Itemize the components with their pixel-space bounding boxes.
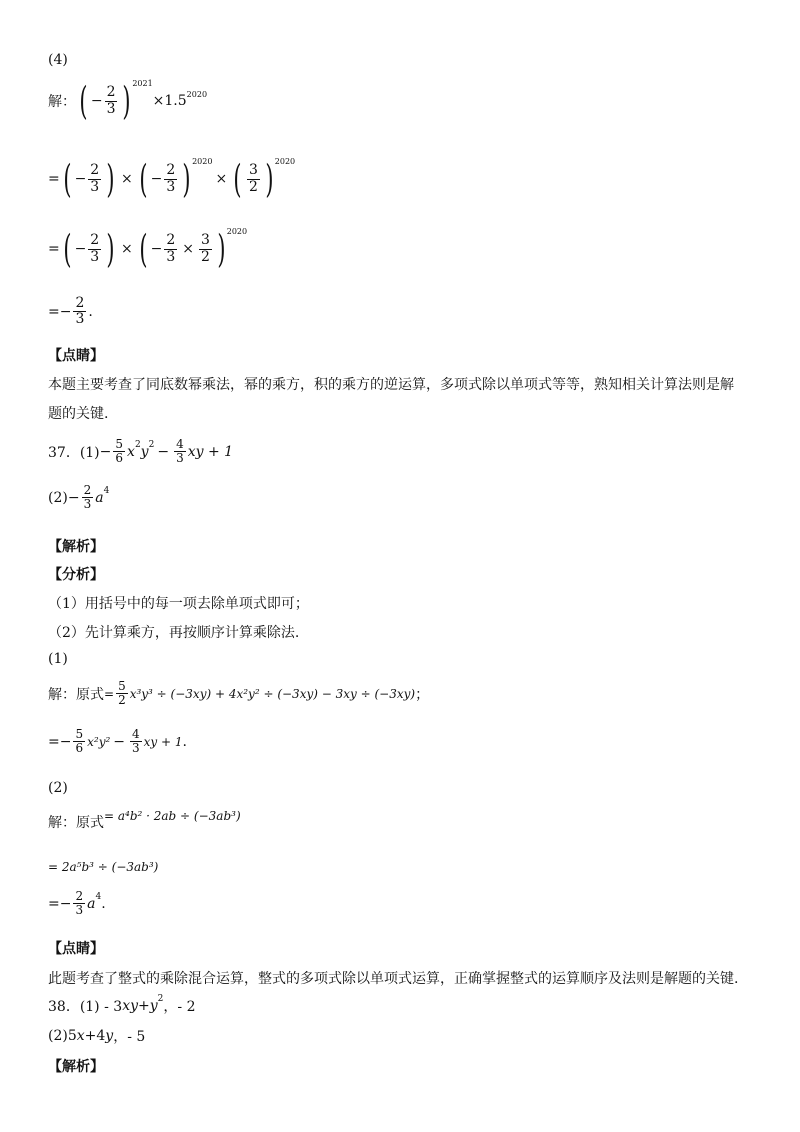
paragraph: 题的关键. — [48, 406, 109, 422]
part-label: (4) — [48, 52, 68, 68]
answer-line: 38．(1) - 3 xy + y 2 ，- 2 — [48, 994, 196, 1015]
equation-line: = − $\frac{2}{3}$ a 4 . — [48, 889, 106, 918]
section-heading: 【点睛】 — [48, 348, 104, 364]
paragraph: （1）用括号中的每一项去除单项式即可； — [48, 596, 309, 612]
part-label: (1) — [48, 651, 68, 667]
paragraph: （2）先计算乘方，再按顺序计算乘除法. — [48, 625, 300, 641]
solution-label: 解： — [48, 94, 76, 110]
answer-line: 37．(1) − $\frac{5}{6}$ x 2 y 2 − $\frac{4}{3}$ xy + 1 — [48, 437, 234, 466]
section-heading: 【分析】 — [48, 567, 104, 583]
equation-line: = ( − $\frac{2}{3}$ ) × ( − $\frac{2}{3}$ × $\frac{3}{2}$ ) 2020 — [48, 226, 248, 271]
fraction: $\frac{2}{3}$ — [106, 84, 116, 117]
equation-line: 解： ( − $\frac{2}{3}$ ) 2021 ×1.5 2020 — [48, 78, 208, 123]
section-heading: 【解析】 — [48, 539, 104, 555]
equation-line: = − $\frac{5}{6}$ x²y² − $\frac{4}{3}$ xy + 1 . — [48, 727, 187, 756]
equation-line: 解：原式 = a⁴b² · 2ab ÷ (−3ab³) — [48, 809, 241, 831]
section-heading: 【点睛】 — [48, 941, 104, 957]
paragraph: 本题主要考查了同底数幂乘法，幂的乘方，积的乘方的逆运算，多项式除以单项式等等，熟知相关计算法则是解 — [48, 377, 734, 393]
equation-line: 解：原式 = $\frac{5}{2}$ x³y³ ÷ (−3xy) + 4x²y² ÷ (−3xy) − 3xy ÷ (−3xy) ； — [48, 679, 430, 708]
equation-line: = 2a⁵b³ ÷ (−3ab³) — [48, 860, 159, 874]
equation-line: = ( − $\frac{2}{3}$ ) × ( − $\frac{2}{3}$ ) 2020 × ( $\frac{3}{2}$ ) 2020 — [48, 156, 296, 201]
answer-line: (2)5 x +4 y ，- 5 — [48, 1028, 146, 1045]
answer-line: (2) − $\frac{2}{3}$ a 4 — [48, 483, 110, 512]
paragraph: 此题考查了整式的乘除混合运算，整式的多项式除以单项式运算，正确掌握整式的运算顺序及法则是解题的关键. — [48, 971, 739, 987]
section-heading: 【解析】 — [48, 1059, 104, 1075]
part-label: (2) — [48, 780, 68, 796]
equation-line: = − $\frac{2}{3}$ . — [48, 295, 93, 328]
